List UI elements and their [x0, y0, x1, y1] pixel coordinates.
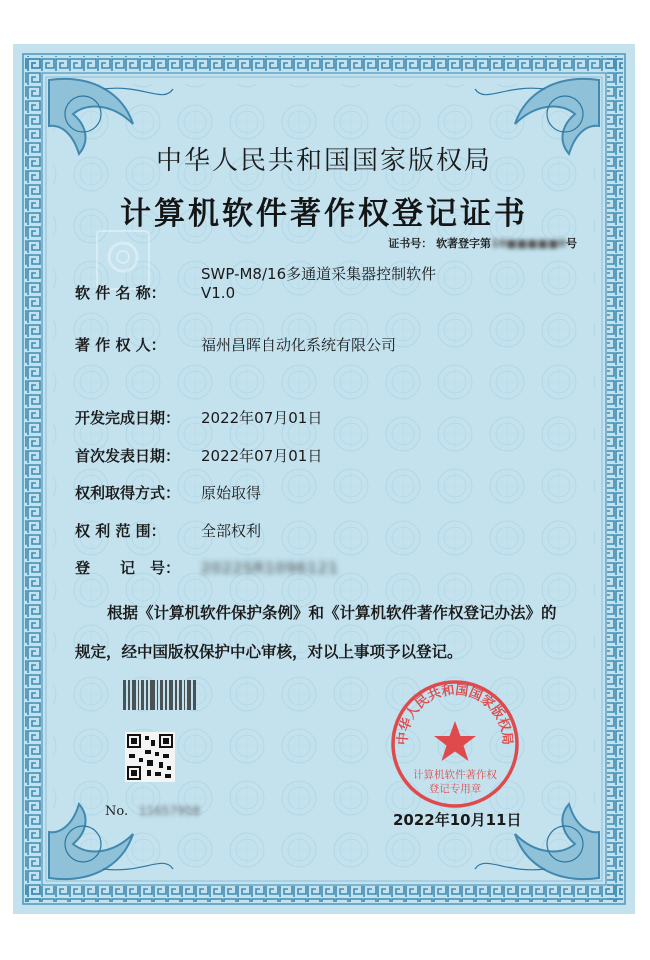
- certificate: [13, 44, 635, 914]
- qr-code-icon: [125, 732, 175, 782]
- seal-arc-text: 中华人民共和国国家版权局: [395, 682, 515, 746]
- serial-number-value: 11657958: [139, 804, 201, 818]
- field-software-name: [75, 263, 436, 303]
- field-rights-scope: [75, 520, 261, 541]
- seal-line-1: 计算机软件著作权: [413, 769, 497, 781]
- field-label: 开发完成日期：: [75, 409, 181, 427]
- statement-line-1: 根据《计算机软件保护条例》和《计算机软件著作权登记办法》的: [107, 604, 557, 622]
- certificate-content: [13, 44, 635, 914]
- software-version-value: V1.0: [201, 284, 236, 302]
- field-publish-date: [75, 445, 322, 466]
- publish-date-value: 2022年07月01日: [201, 447, 323, 465]
- field-registration-number: [75, 557, 339, 578]
- seal-line-2: 登记专用章: [428, 783, 482, 795]
- cert-no-hidden: 10■■■■■0: [491, 237, 566, 250]
- field-copyright-owner: [75, 334, 396, 355]
- copyright-owner-value: 福州昌晖自动化系统有限公司: [201, 336, 397, 354]
- official-seal-icon: [388, 677, 522, 811]
- issue-date: 2022年10月11日: [393, 811, 522, 829]
- field-label: 软 件 名 称：: [75, 284, 166, 302]
- software-name-value: SWP-M8/16多通道采集器控制软件: [201, 265, 437, 283]
- field-completion-date: [75, 407, 322, 428]
- registration-number-value: 2022SR1096121: [201, 559, 339, 577]
- serial-number-label: No.: [105, 804, 129, 819]
- cert-no-prefix: 软著登字第: [436, 237, 492, 250]
- completion-date-value: 2022年07月01日: [201, 409, 323, 427]
- barcode-icon: [123, 680, 197, 710]
- certificate-title: 计算机软件著作权登记证书: [120, 196, 528, 232]
- rights-scope-value: 全部权利: [201, 522, 262, 540]
- field-label: 权 利 范 围：: [75, 522, 166, 540]
- issuer-title: 中华人民共和国国家版权局: [155, 146, 492, 176]
- acquisition-method-value: 原始取得: [201, 484, 262, 502]
- field-label: 登 记 号：: [75, 559, 181, 577]
- statement-line-2: 规定，经中国版权保护中心审核，对以上事项予以登记。: [75, 643, 463, 661]
- field-acquisition-method: [75, 482, 261, 503]
- cert-no-label: 证书号：: [388, 237, 433, 250]
- field-value-group: [201, 263, 436, 302]
- certificate-number: [388, 235, 577, 251]
- cert-no-suffix: 号: [566, 237, 577, 250]
- field-label: 首次发表日期：: [75, 447, 181, 465]
- field-label: 权利取得方式：: [75, 484, 181, 502]
- field-label: 著 作 权 人：: [75, 336, 166, 354]
